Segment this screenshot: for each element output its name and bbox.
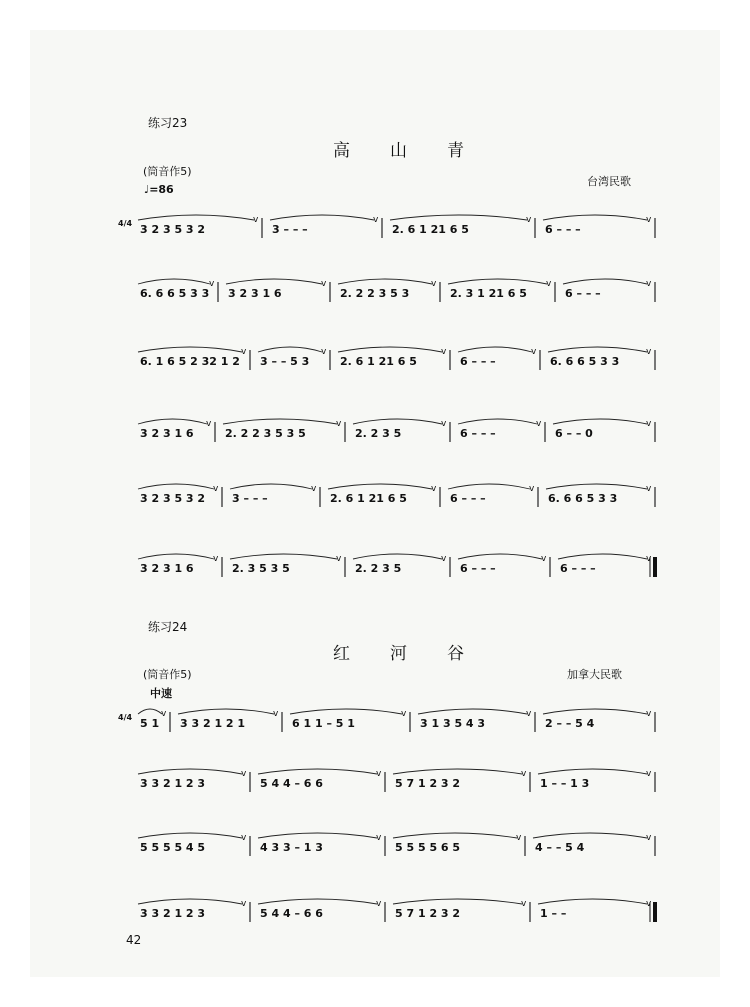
measure-notes: 2. 2 2 3 5 3 bbox=[340, 287, 410, 300]
slur bbox=[258, 899, 377, 904]
breath-mark: v bbox=[431, 484, 437, 494]
breath-mark: v bbox=[541, 554, 547, 564]
breath-mark: v bbox=[241, 769, 247, 779]
breath-mark: v bbox=[376, 769, 382, 779]
breath-mark: v bbox=[516, 833, 522, 843]
breath-mark: v bbox=[336, 554, 342, 564]
breath-mark: v bbox=[161, 709, 167, 719]
breath-mark: v bbox=[646, 347, 652, 357]
time-signature: 4/4 bbox=[118, 219, 133, 228]
measure-notes: 6. 6 6 5 3 3 bbox=[548, 492, 618, 505]
measure-notes: 3 3 2 1 2 3 bbox=[140, 907, 206, 920]
breath-mark: v bbox=[441, 347, 447, 357]
measure-notes: 2 – – 5 4 bbox=[545, 717, 595, 730]
measure-notes: 1 – – 1 3 bbox=[540, 777, 590, 790]
slur bbox=[533, 833, 647, 838]
slur bbox=[178, 709, 274, 714]
measure-notes: 6 – – – bbox=[560, 562, 596, 575]
measure-notes: 4 – – 5 4 bbox=[535, 841, 585, 854]
measure-notes: 2. 6 1 21 6 5 bbox=[330, 492, 407, 505]
breath-mark: v bbox=[646, 215, 652, 225]
breath-mark: v bbox=[336, 419, 342, 429]
measure-notes: 6. 6 6 5 3 3 bbox=[550, 355, 620, 368]
slur bbox=[353, 419, 442, 424]
slur bbox=[393, 769, 522, 774]
slur bbox=[138, 833, 242, 838]
breath-mark: v bbox=[646, 709, 652, 719]
measure-notes: 6 1 1 – 5 1 bbox=[292, 717, 355, 730]
slur bbox=[138, 769, 242, 774]
breath-mark: v bbox=[646, 899, 652, 909]
breath-mark: v bbox=[241, 347, 247, 357]
slur bbox=[138, 215, 254, 220]
exercise-23-key: (筒音作5) bbox=[143, 165, 192, 178]
measure-notes: 2. 3 5 3 5 bbox=[232, 562, 290, 575]
breath-mark: v bbox=[521, 769, 527, 779]
breath-mark: v bbox=[646, 484, 652, 494]
measure-notes: 6 – – 0 bbox=[555, 427, 593, 440]
measure-notes: 5 4 4 – 6 6 bbox=[260, 907, 323, 920]
measure-notes: 3 – – – bbox=[232, 492, 268, 505]
breath-mark: v bbox=[646, 554, 652, 564]
slur bbox=[138, 279, 210, 284]
measure-notes: 3 3 2 1 2 3 bbox=[140, 777, 206, 790]
slur bbox=[138, 709, 162, 714]
slur bbox=[543, 709, 647, 714]
breath-mark: v bbox=[241, 899, 247, 909]
measure-notes: 4 3 3 – 1 3 bbox=[260, 841, 323, 854]
measure-notes: 5 5 5 5 4 5 bbox=[140, 841, 206, 854]
measure-notes: 6 – – – bbox=[460, 427, 496, 440]
slur bbox=[448, 279, 547, 284]
breath-mark: v bbox=[441, 554, 447, 564]
measure-notes: 5 7 1 2 3 2 bbox=[395, 777, 461, 790]
measure-notes: 2. 2 3 5 bbox=[355, 427, 402, 440]
breath-mark: v bbox=[209, 279, 215, 289]
slur bbox=[390, 215, 527, 220]
breath-mark: v bbox=[646, 419, 652, 429]
slur bbox=[223, 419, 337, 424]
measure-notes: 5 1 bbox=[140, 717, 160, 730]
slur bbox=[138, 554, 214, 559]
slur bbox=[538, 769, 647, 774]
measure-notes: 2. 2 3 5 bbox=[355, 562, 402, 575]
measure-notes: 6 – – – bbox=[545, 223, 581, 236]
breath-mark: v bbox=[253, 215, 259, 225]
breath-mark: v bbox=[431, 279, 437, 289]
breath-mark: v bbox=[373, 215, 379, 225]
breath-mark: v bbox=[213, 484, 219, 494]
exercise-24-key: (筒音作5) bbox=[143, 668, 192, 681]
breath-mark: v bbox=[646, 769, 652, 779]
breath-mark: v bbox=[526, 215, 532, 225]
slur bbox=[458, 419, 537, 424]
final-barline-thick bbox=[653, 902, 657, 922]
breath-mark: v bbox=[441, 419, 447, 429]
breath-mark: v bbox=[546, 279, 552, 289]
final-barline-thick bbox=[653, 557, 657, 577]
measure-notes: 5 4 4 – 6 6 bbox=[260, 777, 323, 790]
breath-mark: v bbox=[531, 347, 537, 357]
measure-notes: 6 – – – bbox=[460, 562, 496, 575]
exercise-23-tempo: ♩=86 bbox=[144, 183, 174, 196]
slur bbox=[458, 347, 532, 352]
slur bbox=[270, 215, 374, 220]
measure-notes: 5 5 5 5 6 5 bbox=[395, 841, 461, 854]
slur bbox=[543, 215, 647, 220]
slur bbox=[538, 899, 647, 904]
breath-mark: v bbox=[311, 484, 317, 494]
slur bbox=[553, 419, 647, 424]
page-number: 42 bbox=[126, 933, 142, 947]
slur bbox=[230, 554, 337, 559]
exercise-24-title: 红河谷 bbox=[333, 644, 504, 664]
slur bbox=[328, 484, 432, 489]
measure-notes: 3 – – 5 3 bbox=[260, 355, 310, 368]
slur bbox=[448, 484, 530, 489]
measure-notes: 6. 6 6 5 3 3 bbox=[140, 287, 210, 300]
breath-mark: v bbox=[376, 833, 382, 843]
breath-mark: v bbox=[401, 709, 407, 719]
slur bbox=[418, 709, 527, 714]
breath-mark: v bbox=[206, 419, 212, 429]
exercise-23-origin: 台湾民歌 bbox=[587, 175, 631, 188]
slur bbox=[226, 279, 322, 284]
time-signature: 4/4 bbox=[118, 713, 133, 722]
measure-notes: 3 2 3 1 6 bbox=[140, 562, 194, 575]
slur bbox=[138, 484, 214, 489]
slur bbox=[458, 554, 542, 559]
exercise-24-label: 练习24 bbox=[148, 620, 188, 634]
measure-notes: 3 2 3 5 3 2 bbox=[140, 223, 206, 236]
breath-mark: v bbox=[646, 833, 652, 843]
measure-notes: 6 – – – bbox=[565, 287, 601, 300]
measure-notes: 2. 6 1 21 6 5 bbox=[340, 355, 417, 368]
breath-mark: v bbox=[536, 419, 542, 429]
slur bbox=[230, 484, 312, 489]
measure-notes: 6 – – – bbox=[450, 492, 486, 505]
slur bbox=[258, 769, 377, 774]
breath-mark: v bbox=[526, 709, 532, 719]
measure-notes: 2. 3 1 21 6 5 bbox=[450, 287, 527, 300]
slur bbox=[138, 347, 242, 352]
breath-mark: v bbox=[241, 833, 247, 843]
measure-notes: 3 2 3 5 3 2 bbox=[140, 492, 206, 505]
breath-mark: v bbox=[273, 709, 279, 719]
slur bbox=[290, 709, 402, 714]
measure-notes: 5 7 1 2 3 2 bbox=[395, 907, 461, 920]
measure-notes: 3 2 3 1 6 bbox=[228, 287, 282, 300]
breath-mark: v bbox=[646, 279, 652, 289]
slur bbox=[138, 419, 207, 424]
slur bbox=[353, 554, 442, 559]
breath-mark: v bbox=[213, 554, 219, 564]
measure-notes: 6. 1 6 5 2 32 1 2 bbox=[140, 355, 240, 368]
slur bbox=[393, 899, 522, 904]
exercise-24-tempo: 中速 bbox=[150, 687, 172, 700]
measure-notes: 2. 2 2 3 5 3 5 bbox=[225, 427, 306, 440]
slur bbox=[563, 279, 647, 284]
slur bbox=[258, 833, 377, 838]
slur bbox=[258, 347, 322, 352]
measure-notes: 6 – – – bbox=[460, 355, 496, 368]
exercise-23-title: 高山青 bbox=[333, 141, 504, 161]
slur bbox=[558, 554, 647, 559]
exercise-23-label: 练习23 bbox=[148, 116, 188, 130]
measure-notes: 3 3 2 1 2 1 bbox=[180, 717, 246, 730]
slur bbox=[338, 279, 432, 284]
measure-notes: 2. 6 1 21 6 5 bbox=[392, 223, 469, 236]
breath-mark: v bbox=[321, 347, 327, 357]
measure-notes: 1 – – bbox=[540, 907, 567, 920]
slur bbox=[338, 347, 442, 352]
breath-mark: v bbox=[376, 899, 382, 909]
measure-notes: 3 2 3 1 6 bbox=[140, 427, 194, 440]
slur bbox=[138, 899, 242, 904]
breath-mark: v bbox=[321, 279, 327, 289]
slur bbox=[546, 484, 647, 489]
exercise-24-origin: 加拿大民歌 bbox=[567, 668, 622, 681]
breath-mark: v bbox=[529, 484, 535, 494]
measure-notes: 3 1 3 5 4 3 bbox=[420, 717, 486, 730]
measure-notes: 3 – – – bbox=[272, 223, 308, 236]
slur bbox=[393, 833, 517, 838]
slur bbox=[548, 347, 647, 352]
breath-mark: v bbox=[521, 899, 527, 909]
